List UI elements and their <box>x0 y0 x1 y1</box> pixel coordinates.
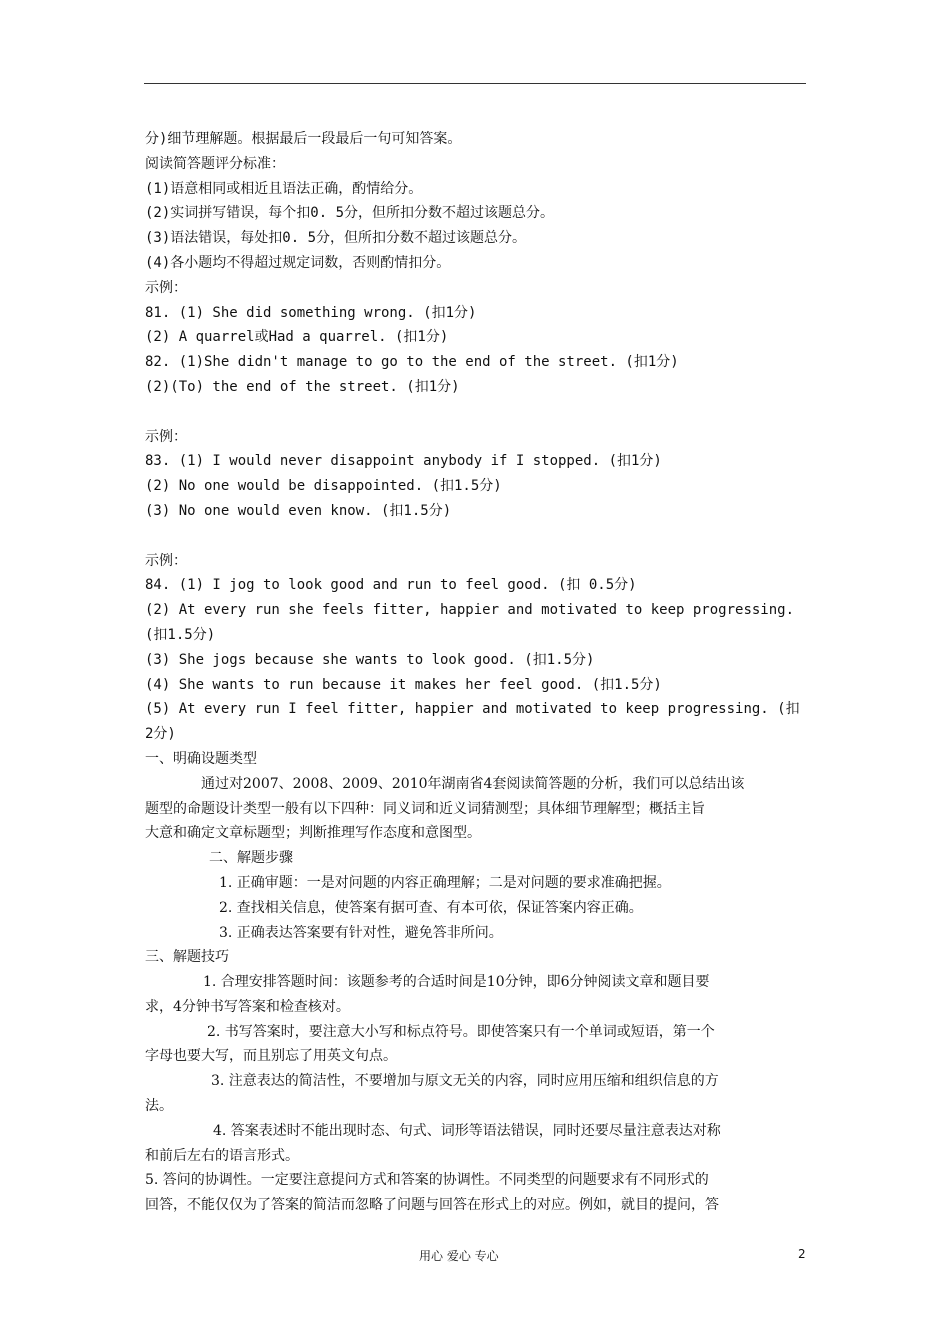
text-line: 82. (1)She didn't manage to go to the end of the street. (扣1分) <box>145 354 679 371</box>
tip-item: 法。 <box>145 1098 173 1115</box>
tip-item: 字母也要大写，而且别忘了用英文句点。 <box>145 1048 397 1065</box>
paragraph-line: 题型的命题设计类型一般有以下四种：同义词和近义词猜测型；具体细节理解型；概括主旨 <box>145 800 705 817</box>
tip-item: 回答，不能仅仅为了答案的简洁而忽略了问题与回答在形式上的对应。例如，就目的提问，答 <box>145 1197 719 1214</box>
step-item: 2. 查找相关信息，使答案有据可查、有本可依，保证答案内容正确。 <box>219 899 643 916</box>
tip-item: 求，4分钟书写答案和检查核对。 <box>145 998 350 1015</box>
blank-line <box>145 400 809 425</box>
text-line: (3)语法错误，每处扣0. 5分，但所扣分数不超过该题总分。 <box>145 230 526 247</box>
tip-item: 4. 答案表述时不能出现时态、句式、词形等语法错误，同时还要尽量注意表达对称 <box>213 1122 721 1139</box>
text-line: 83. (1) I would never disappoint anybody if I stopped. (扣1分) <box>145 453 662 470</box>
tip-item: 5. 答问的协调性。一定要注意提问方式和答案的协调性。不同类型的问题要求有不同形式的 <box>145 1172 709 1189</box>
tip-item: 2. 书写答案时，要注意大小写和标点符号。即使答案只有一个单词或短语，第一个 <box>207 1023 715 1040</box>
tip-item: 和前后左右的语言形式。 <box>145 1147 299 1164</box>
text-line: (2)(To) the end of the street. (扣1分) <box>145 378 460 395</box>
text-line: 81. (1) She did something wrong. (扣1分) <box>145 304 477 321</box>
section-heading: 三、解题技巧 <box>145 949 229 966</box>
text-line: (1)语意相同或相近且语法正确，酌情给分。 <box>145 180 423 197</box>
step-item: 1. 正确审题：一是对问题的内容正确理解；二是对问题的要求准确把握。 <box>219 874 671 891</box>
footer-text: 用心 爱心 专心 <box>419 1249 499 1263</box>
text-line: (2) A quarrel或Had a quarrel. (扣1分) <box>145 329 449 346</box>
text-line: (4)各小题均不得超过规定词数，否则酌情扣分。 <box>145 254 451 271</box>
blank-line <box>145 524 809 549</box>
text-line: 分)细节理解题。根据最后一段最后一句可知答案。 <box>145 131 462 147</box>
paragraph-line: 大意和确定文章标题型；判断推理写作态度和意图型。 <box>145 825 481 842</box>
step-item: 3. 正确表达答案要有针对性，避免答非所问。 <box>219 924 503 941</box>
section-heading: 一、明确设题类型 <box>145 750 257 767</box>
text-line: (2) At every run she feels fitter, happier and motivated to keep progressing. <box>145 602 795 619</box>
scoring-criteria-heading: 阅读简答题评分标准： <box>145 155 285 172</box>
example-label: 示例： <box>145 552 187 569</box>
header-rule <box>144 83 806 84</box>
example-label: 示例： <box>145 279 187 296</box>
text-line: (3) She jogs because she wants to look good. (扣1.5分) <box>145 651 595 668</box>
document-body <box>145 127 809 1218</box>
text-line: (4) She wants to run because it makes her feel good. (扣1.5分) <box>145 676 662 693</box>
example-label: 示例： <box>145 428 187 445</box>
text-line: 84. (1) I jog to look good and run to feel good. (扣 0.5分) <box>145 577 637 594</box>
text-line: (扣1.5分) <box>145 626 216 643</box>
text-line: 2分) <box>145 726 176 743</box>
paragraph-line: 通过对2007、2008、2009、2010年湖南省4套阅读简答题的分析，我们可以总结出该 <box>201 775 745 792</box>
text-line: (5) At every run I feel fitter, happier and motivated to keep progressing. (扣 <box>145 701 800 718</box>
page-number: 2 <box>798 1247 806 1261</box>
tip-item: 1. 合理安排答题时间：该题参考的合适时间是10分钟，即6分钟阅读文章和题目要 <box>203 974 710 991</box>
text-line: (2) No one would be disappointed. (扣1.5分) <box>145 478 502 495</box>
text-line: (2)实词拼写错误，每个扣0. 5分，但所扣分数不超过该题总分。 <box>145 205 554 222</box>
text-line: (3) No one would even know. (扣1.5分) <box>145 502 452 519</box>
section-heading: 二、解题步骤 <box>209 850 293 867</box>
tip-item: 3. 注意表达的简洁性，不要增加与原文无关的内容，同时应用压缩和组织信息的方 <box>211 1073 719 1090</box>
